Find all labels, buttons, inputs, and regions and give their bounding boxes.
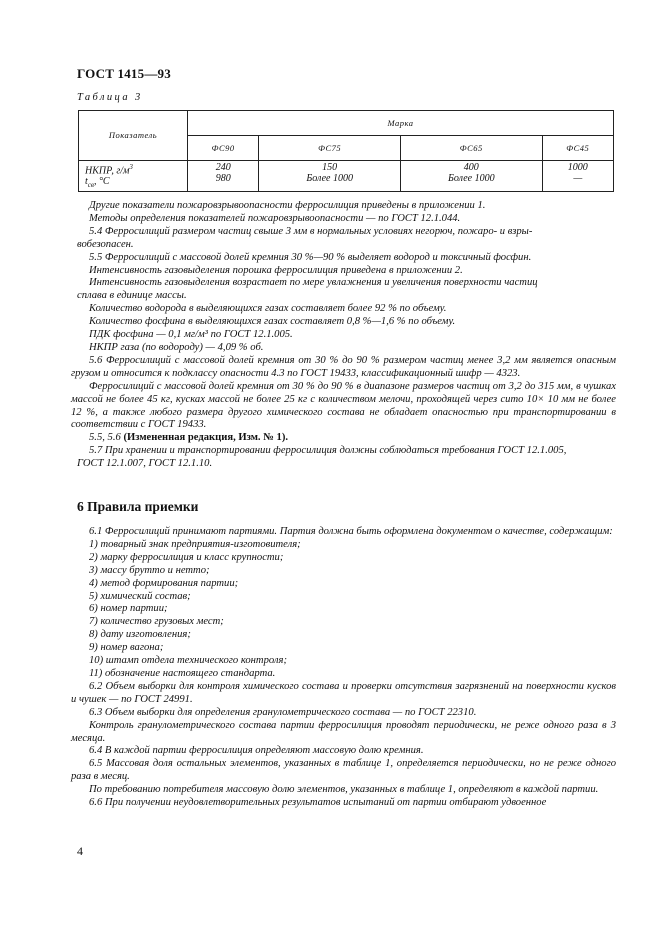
paragraph: Другие показатели пожаровзрывоопасности ферросилиция приведены в приложении 1. xyxy=(89,200,486,211)
paragraph: ГОСТ 12.1.007, ГОСТ 12.1.10. xyxy=(77,458,213,470)
column-header-indicator: Показатель xyxy=(79,111,188,161)
list-item: 9) номер вагона; xyxy=(89,642,164,654)
column-header-fs45: ФС45 xyxy=(542,136,613,161)
body-text-section-6 xyxy=(71,526,616,810)
paragraph: сплава в единице массы. xyxy=(77,290,187,302)
row-label: НКПР, $г/м^3$ $t_{св}$, °С xyxy=(79,161,188,192)
paragraph: Количество водорода в выделяющихся газах составляет более 92 % по объему. xyxy=(89,303,447,315)
paragraph: 5.5 Ферросилиций с массовой долей кремния 30 %—90 % выделяет водород и токсичный фосфин. xyxy=(89,251,532,263)
paragraph: По требованию потребителя массовую долю элементов, указанных в таблице 1, определяют в каждой партии. xyxy=(89,784,599,796)
paragraph: Методы определения показателей пожаровзрывоопасности — по ГОСТ 12.1.044. xyxy=(89,212,461,224)
paragraph: 6.2 Объем выборки для контроля химического состава и проверки отсутствия загрязнений на поверхности кусков и чушек — по ГОСТ 24991. xyxy=(71,680,616,705)
list-item: 1) товарный знак предприятия-изготовителя; xyxy=(89,538,301,550)
list-item: 5) химический состав; xyxy=(89,590,191,602)
paragraph: 5.6 Ферросилиций с массовой долей кремния от 30 % до 90 % размером частиц менее 3,2 мм является опасным грузом и относится к подклассу опасности 4.3 по ГОСТ 19433, классификационный шифр — 4323. xyxy=(71,354,616,379)
paragraph: Ферросилиций с массовой долей кремния от 30 % до 90 % в диапазоне размеров частиц от 3,2 до 315 мм, в чушках массой не более 45 кг, кусках массой не более 25 кг с количеством мелочи, проходящей через сито 10× 10 мм не более 12 %, а также любого размера другого химического состава не обладает опасностью при транспортировании в соответствии с ГОСТ 19433. xyxy=(71,380,616,431)
paragraph: 5.7 При хранении и транспортировании ферросилиция должны соблюдаться требования ГОСТ 12.1.005, xyxy=(89,445,567,457)
paragraph: 6.5 Массовая доля остальных элементов, указанных в таблице 1, определяется периодически, но не реже одного раза в месяц. xyxy=(71,758,616,783)
paragraph: Интенсивность газовыделения возрастает по мере увлажнения и увеличения поверхности частиц xyxy=(89,277,538,289)
cell-fs75: 150 Более 1000 xyxy=(259,161,401,192)
body-text-section-5 xyxy=(71,200,616,471)
list-item: 10) штамп отдела технического контроля; xyxy=(89,655,287,667)
table-row xyxy=(79,161,614,192)
section-heading: 6 Правила приемки xyxy=(77,499,199,514)
table-caption: Таблица 3 xyxy=(77,92,143,103)
paragraph: 6.4 В каждой партии ферросилиция определяют массовую долю кремния. xyxy=(89,745,424,757)
list-item: 6) номер партии; xyxy=(89,603,168,615)
list-item: 3) массу брутто и нетто; xyxy=(89,564,210,576)
list-item: 11) обозначение настоящего стандарта. xyxy=(89,667,276,679)
cell-fs65: 400 Более 1000 xyxy=(400,161,542,192)
paragraph: Интенсивность газовыделения порошка ферросилиция приведена в приложении 2. xyxy=(89,264,463,276)
list-item: 2) марку ферросилиция и класс крупности; xyxy=(89,551,284,563)
column-header-fs65: ФС65 xyxy=(400,136,542,161)
paragraph: 6.1 Ферросилиций принимают партиями. Партия должна быть оформлена документом о качестве, содержащим: xyxy=(89,526,613,537)
column-header-grade-group: Марка xyxy=(188,111,614,136)
paragraph: 5.4 Ферросилиций размером частиц свыше 3 мм в нормальных условиях негорюч, пожаро- и взры- xyxy=(89,225,533,237)
paragraph: 6.3 Объем выборки для определения гранулометрического состава — по ГОСТ 22310. xyxy=(89,706,477,718)
amendment-note: 5.5, 5.6 (Измененная редакция, Изм. № 1). xyxy=(89,432,288,444)
column-header-fs75: ФС75 xyxy=(259,136,401,161)
paragraph: вобезопасен. xyxy=(77,238,134,250)
document-header: ГОСТ 1415—93 xyxy=(77,66,171,81)
list-item: 8) дату изготовления; xyxy=(89,629,191,641)
table-3 xyxy=(78,110,614,192)
paragraph: НКПР газа (по водороду) — 4,09 % об. xyxy=(89,341,264,353)
column-header-fs90: ФС90 xyxy=(188,136,259,161)
page-number: 4 xyxy=(77,844,83,858)
list-item: 7) количество грузовых мест; xyxy=(89,616,224,628)
cell-fs90: 240 980 xyxy=(188,161,259,192)
cell-fs45: 1000 — xyxy=(542,161,613,192)
paragraph: ПДК фосфина — 0,1 мг/м³ по ГОСТ 12.1.005. xyxy=(89,329,293,341)
paragraph: Количество фосфина в выделяющихся газах составляет 0,8 %—1,6 % по объему. xyxy=(89,316,456,328)
paragraph: 6.6 При получении неудовлетворительных результатов испытаний от партии отбирают удвоенное xyxy=(89,797,547,809)
list-item: 4) метод формирования партии; xyxy=(89,577,239,589)
paragraph: Контроль гранулометрического состава партии ферросилиция проводят периодически, не реже одного раза в 3 месяца. xyxy=(71,719,616,744)
